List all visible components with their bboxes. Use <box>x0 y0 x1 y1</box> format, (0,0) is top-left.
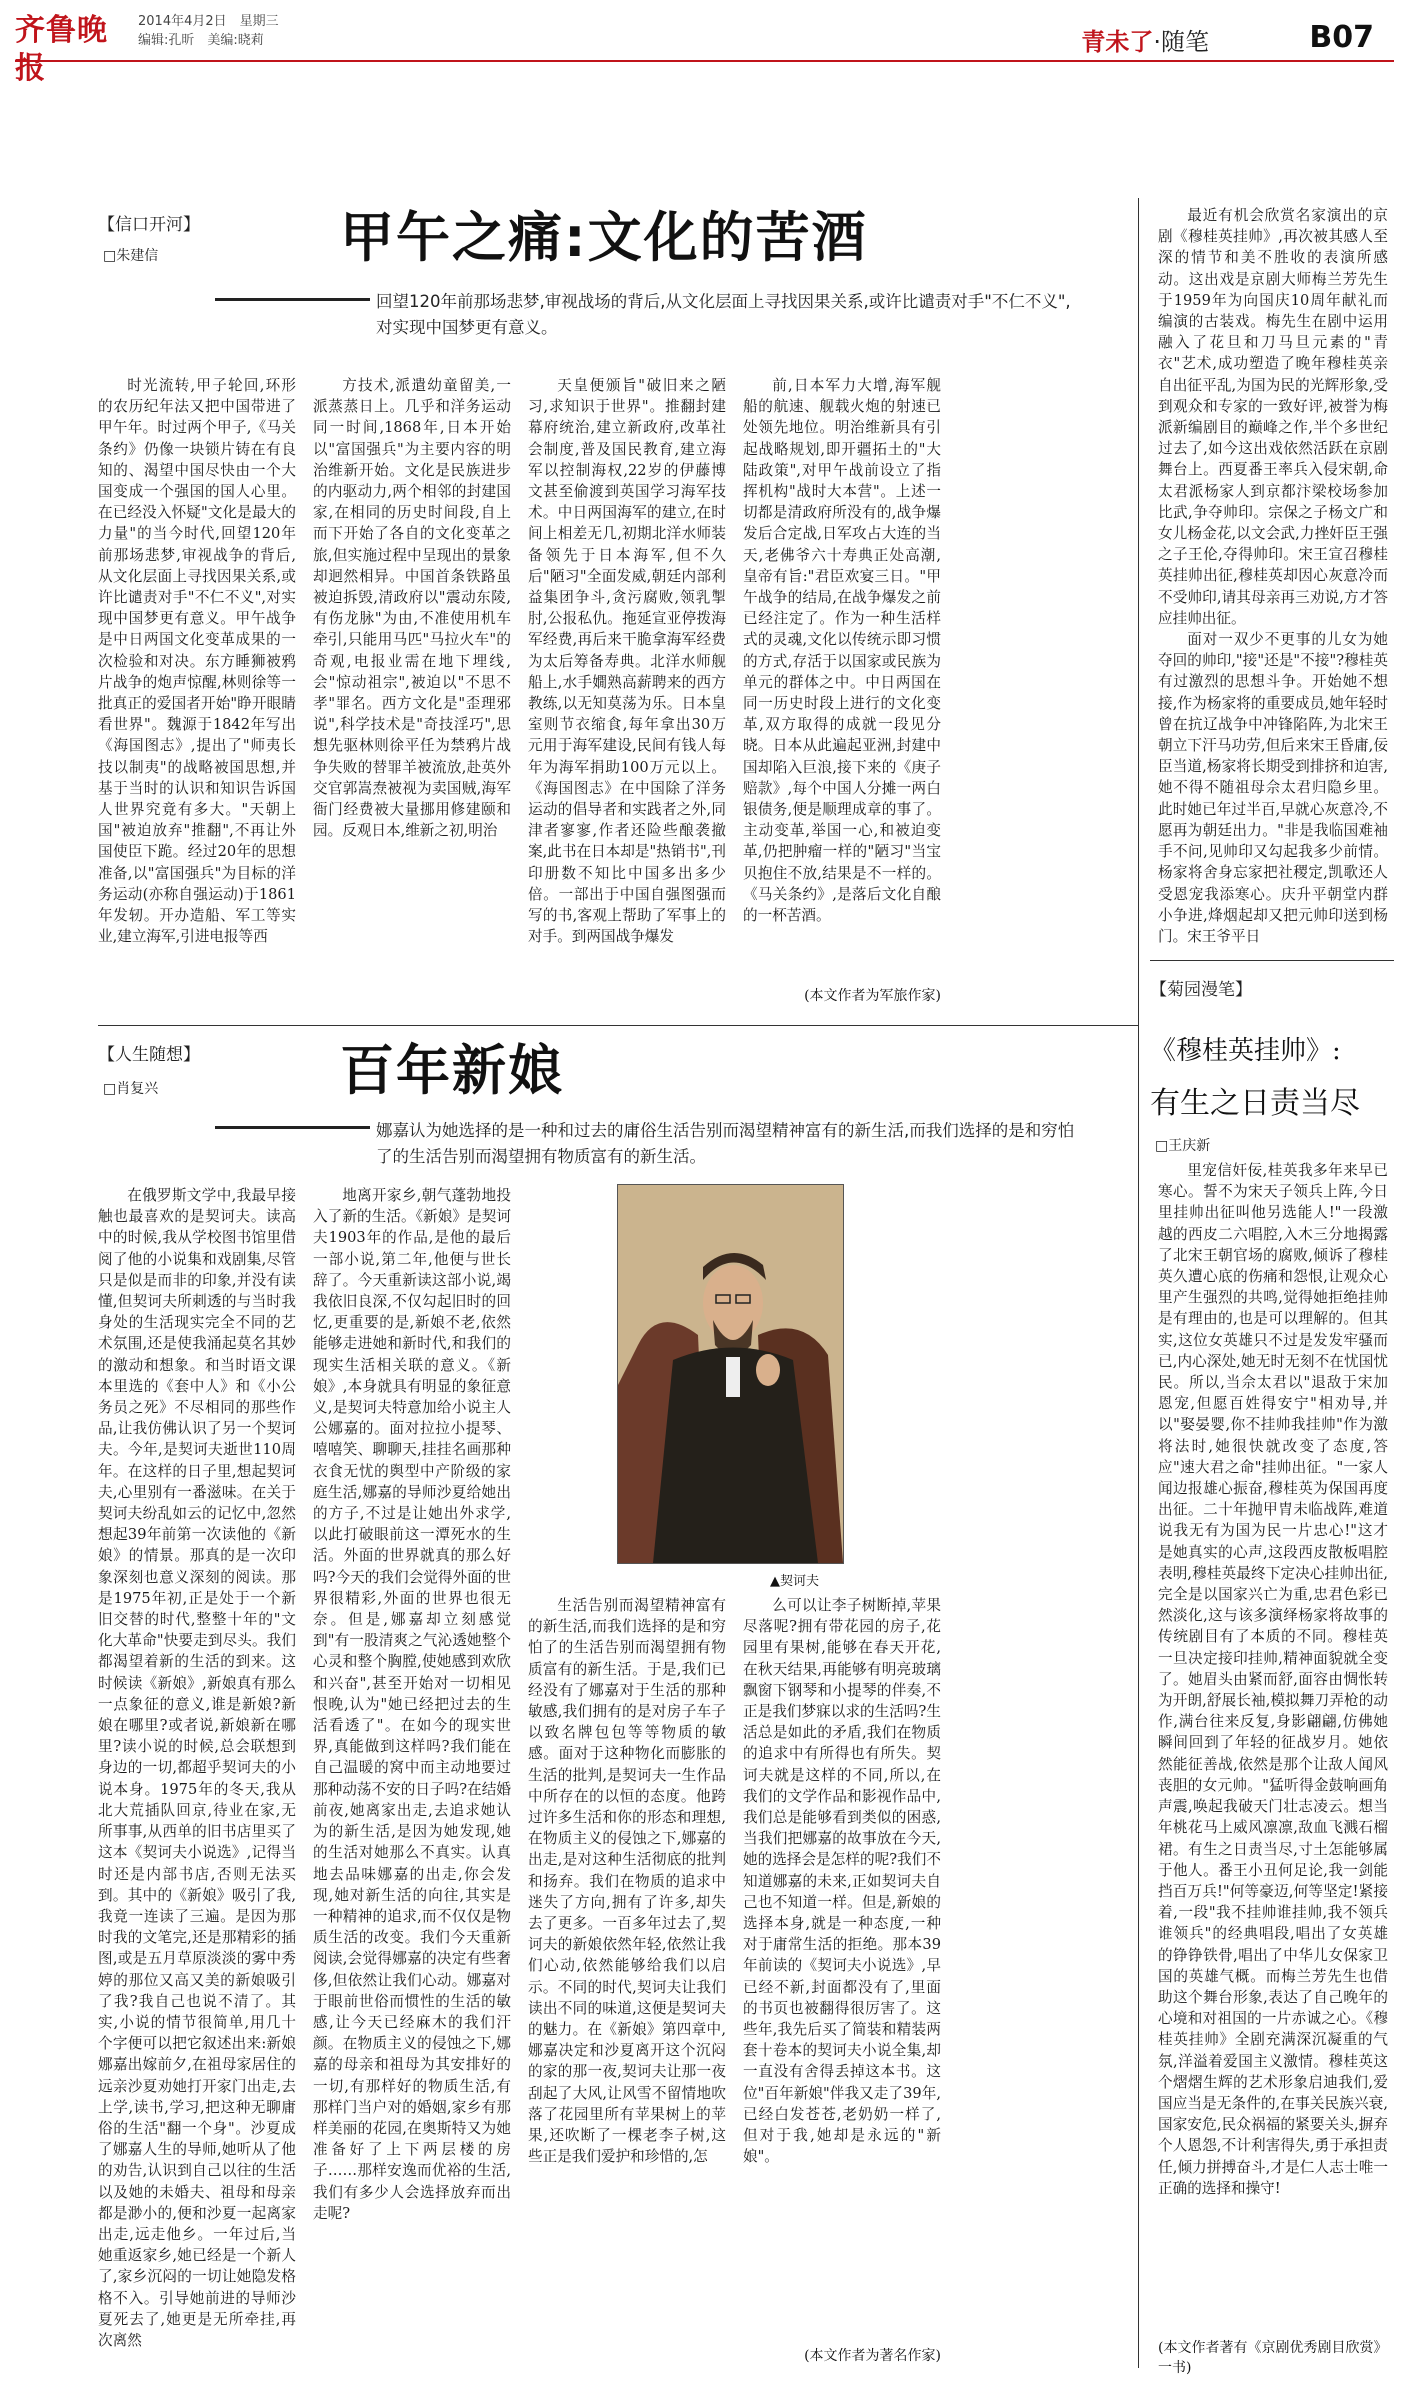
author-note: (本文作者著有《京剧优秀剧目欣赏》一书) <box>1158 2340 1388 2376</box>
newspaper-logo: 齐鲁晚报 <box>15 13 108 86</box>
article-column <box>98 375 296 1007</box>
masthead-rule <box>15 60 1394 62</box>
chekhov-portrait <box>617 1184 844 1564</box>
column-tag: 【菊园漫笔】 <box>1150 980 1252 1000</box>
section-title <box>1081 22 1209 57</box>
page-number: B07 <box>1309 20 1374 55</box>
portrait-illustration <box>618 1185 843 1563</box>
column-tag: 【信口开河】 <box>98 215 200 235</box>
sidebar-paragraph: 面对一双少不更事的儿女为她夺回的帅印,"接"还是"不接"?穆桂英有过激烈的思想斗争。开始她不想接,作为杨家将的重要成员,她年轻时曾在抗辽战争中冲锋陷阵,为北宋王朝立下汗马功劳,但后来宋王昏庸,佞臣当道,杨家将长期受到排挤和迫害,她不得不随祖母佘太君归隐乡里。此时她已年过半百,早就心灰意冷,不愿再为朝廷出力。"非是我临国难袖手不问,见帅印又勾起我多少前情。杨家将舍身忘家把社稷定,凯歌还人受恩宠我添寒心。庆升平朝堂内群小争进,烽烟起却又把元帅印送到杨门。宋王爷平日 <box>1158 631 1388 945</box>
article-column <box>313 1185 511 2365</box>
deck-bar <box>215 298 370 301</box>
sidebar-title-line2: 有生之日责当尽 <box>1150 1086 1360 1121</box>
sidebar-byline: □王庆新 <box>1155 1138 1211 1154</box>
article-headline: 百年新娘 <box>340 1039 564 1102</box>
author-note: (本文作者为军旅作家) <box>804 988 941 1004</box>
body-text: 生活告别而渴望精神富有的新生活,而我们选择的是和穷怕了的生活告别而渴望拥有物质富有的新生活。于是,我们已经没有了娜嘉对于生活的那种敏感,我们拥有的是对房子车子以致名牌包包等等物质的敏感。面对于这种物化而膨胀的生活的批判,是契诃夫一生作品中所存在的以恒的态度。他跨过许多生活和你的形态和理想,在物质主义的侵蚀之下,娜嘉的出走,是对这种生活彻底的批判和扬弃。我们在物质的追求中迷失了方向,拥有了许多,却失去了更多。一百多年过去了,契诃夫的新娘依然年轻,依然让我们心动,依然能够给我们以启示。不同的时代,契诃夫让我们读出不同的味道,这便是契诃夫的魅力。在《新娘》第四章中,娜嘉决定和沙夏离开这个沉闷的家的那一夜,契诃夫让那一夜刮起了大风,让风雪不留情地吹落了花园里所有苹果树上的苹果,还吹断了一棵老李子树,这些正是我们爱护和珍惜的,怎 <box>528 1597 726 2166</box>
date-text: 2014年4月2日 星期三 <box>138 14 279 29</box>
body-text: 时光流转,甲子轮回,环形的农历纪年法又把中国带进了甲午年。时过两个甲子,《马关条约》仍像一块锁片铸在有良知的、渴望中国尽快由一个大国变成一个强国的国人心里。在已经没入怀疑"文化是最大的力量"的当今时代,回望120年前那场悲梦,审视战争的背后,从文化层面上寻找因果关系,或许比谴责对手"不仁不义",对实现中国梦更有意义。甲午战争是中日两国文化变革成果的一次检验和对决。东方睡狮被鸦片战争的炮声惊醒,林则徐等一批真正的爱国者开始"睁开眼睛看世界"。魏源于1842年写出《海国图志》,提出了"师夷长技以制夷"的战略被国思想,并基于当时的认识和知识告诉国人世界究竟有多大。"天朝上国"被迫放弃"推翻",不再让外国使臣下跪。经过20年的思想准备,以"富国强兵"为目标的洋务运动(亦称自强运动)于1861年发轫。开办造船、军工等实业,建立海军,引进电报等西 <box>98 377 296 946</box>
photo-caption: ▲契诃夫 <box>770 1574 819 1589</box>
sidebar-column <box>1158 205 1388 945</box>
vertical-rule <box>1138 198 1139 2368</box>
article-byline: □肖复兴 <box>103 1081 159 1097</box>
horizontal-rule <box>98 1025 1138 1026</box>
article-column <box>313 375 511 1007</box>
article-column <box>528 1595 726 2365</box>
sidebar-intro: 最近有机会欣赏名家演出的京剧《穆桂英挂帅》,再次被其感人至深的情节和美不胜收的表演所感动。这出戏是京剧大师梅兰芳先生于1959年为向国庆10周年献礼而编演的古装戏。梅先生在剧中运用融入了花旦和刀马旦元素的"青衣"艺术,成功塑造了晚年穆桂英亲自出征平乱,为国为民的光辉形象,受到观众和专家的一致好评,被誉为梅派新编剧目的巅峰之作,半个多世纪过去了,如今这出戏依然活跃在京剧舞台上。西夏番王率兵入侵宋朝,命太君派杨家人到京都汴梁校场参加比武,争夺帅印。宗保之子杨文广和女儿杨金花,以文会武,力挫奸臣王强之子王伦,夺得帅印。宋王宣召穆桂英挂帅出征,穆桂英却因心灰意冷而不受帅印,请其母亲再三劝说,方才答应挂帅出征。 <box>1158 207 1388 627</box>
editors-text: 编辑:孔昕 美编:晓莉 <box>138 33 264 48</box>
sidebar-column <box>1158 1160 1388 2335</box>
sidebar-horizontal-rule <box>1150 960 1394 961</box>
body-text: 在俄罗斯文学中,我最早接触也最喜欢的是契诃夫。读高中的时候,我从学校图书馆里借阅了他的小说集和戏剧集,尽管只是似是而非的印象,并没有读懂,但契诃夫所刺透的与当时我身处的生活现实完全不同的艺术氛围,还是使我涌起莫名其妙的激动和想象。和当时语文课本里选的《套中人》和《小公务员之死》不尽相同的那些作品,让我仿佛认识了另一个契诃夫。今年,是契诃夫逝世110周年。在这样的日子里,想起契诃夫,心里别有一番滋味。在关于契诃夫纷乱如云的记忆中,忽然想起39年前第一次读他的《新娘》的情景。那真的是一次印象深刻也意义深刻的阅读。那是1975年初,正是处于一个新旧交替的时代,整整十年的"文化大革命"快要走到尽头。我们都渴望着新的生活的到来。这时候读《新娘》,新娘真有那么一点象征的意义,谁是新娘?新娘在哪里?或者说,新娘新在哪里?读小说的时候,总会联想到身边的一切,都超乎契诃夫的小说本身。1975年的冬天,我从北大荒插队回京,待业在家,无所事事,从西单的旧书店里买了这本《契诃夫小说选》,记得当时还是内部书店,否则无法买到。其中的《新娘》吸引了我,我竟一连读了三遍。是因为那时我的文笔完,还是那精彩的插图,或是五月草原淡淡的雾中秀婷的那位又高又美的新娘吸引了我?我自己也说不清了。其实,小说的情节很简单,用几十个字便可以把它叙述出来:新娘娜嘉出嫁前夕,在祖母家居住的远亲沙夏劝她打开家门出走,去上学,读书,学习,把这种无聊庸俗的生活"翻一个身"。沙夏成了娜嘉人生的导师,她听从了他的劝告,认识到自己以往的生活以及她的未婚夫、祖母和母亲都是渺小的,便和沙夏一起离家出走,远走他乡。一年过后,当她重返家乡,她已经是一个新人了,家乡沉闷的一切让她隐发格格不入。引导她前进的导师沙夏死去了,她更是无所牵挂,再次离然 <box>98 1187 296 2349</box>
section-name: 青未了 <box>1081 28 1154 56</box>
article-column <box>528 375 726 1007</box>
article-headline: 甲午之痛:文化的苦酒 <box>340 206 868 269</box>
body-text: 方技术,派遣幼童留美,一派蒸蒸日上。几乎和洋务运动同一时间,1868年,日本开始以"富国强兵"为主要内容的明治维新开始。文化是民族进步的内驱动力,两个相邻的封建国家,在相同的历史时间段,自上而下开始了各自的文化变革之旅,但实施过程中呈现出的景象却迥然相异。中国首条铁路虽被迫拆毁,清政府以"震动东陵,有伤龙脉"为由,不准使用机车牵引,只能用马匹"马拉火车"的奇观,电报业需在地下埋线,会"惊动祖宗",被迫以"不思不孝"罪名。西方文化是"歪理邪说",科学技术是"奇技淫巧",思想先驱林则徐平任为禁鸦片战争失败的替罪羊被流放,赴英外交官郭嵩焘被视为卖国贼,海军衙门经费被大量挪用修建颐和园。反观日本,维新之初,明治 <box>313 377 511 840</box>
author-note: (本文作者为著名作家) <box>804 2348 941 2364</box>
body-text: 前,日本军力大增,海军舰船的航速、舰载火炮的射速已处领先地位。明治维新具有引起战略规划,即开疆拓土的"大陆政策",对甲午战前设立了指挥机构"战时大本营"。上述一切都是清政府所没有的,战争爆发后合定战,日军攻占大连的当天,老佛爷六十寿典正处高潮,皇帝有旨:"君臣欢宴三日。"甲午战争的结局,在战争爆发之前已经注定了。作为一种生活样式的灵魂,文化以传统示即习惯的方式,存活于以国家或民族为单元的群体之中。中日两国在同一历史时段上进行的文化变革,双方取得的成就一段见分晓。日本从此遍起亚洲,封建中国却陷入巨浪,接下来的《庚子赔款》,每个中国人分摊一两白银债务,便是顺理成章的事了。主动变革,举国一心,和被迫变革,仍把肿瘤一样的"陋习"当宝贝抱住不放,结果是不一样的。《马关条约》,是落后文化自酿的一杯苦酒。 <box>743 377 941 925</box>
body-text: 么可以让李子树断掉,苹果尽落呢?拥有带花园的房子,花园里有果树,能够在春天开花,在秋天结果,再能够有明亮玻璃飘窗下钢琴和小提琴的伴奏,不正是我们梦寐以求的生活吗?生活总是如此的矛盾,我们在物质的追求中有所得也有所失。契诃夫就是这样的不同,所以,在我们的文学作品和影视作品中,我们总是能够看到类似的困惑,当我们把娜嘉的故事放在今天,她的选择会是怎样的呢?我们不知道娜嘉的未来,正如契诃夫自己也不知道一样。但是,新娘的选择本身,就是一种态度,一种对于庸常生活的拒绝。那本39年前读的《契诃夫小说选》,早已经不新,封面都没有了,里面的书页也被翻得很厉害了。这些年,我先后买了简装和精装两套十卷本的契诃夫小说全集,却一直没有舍得丢掉这本书。这位"百年新娘"伴我又走了39年,已经白发苍苍,老奶奶一样了,但对于我,她却是永远的"新娘"。 <box>743 1597 941 2166</box>
dateline <box>138 12 279 50</box>
article-deck: 娜嘉认为她选择的是一种和过去的庸俗生活告别而渴望精神富有的新生活,而我们选择的是和穷怕了的生活告别而渴望拥有物质富有的新生活。 <box>376 1121 1075 1166</box>
section-sub: ·随笔 <box>1153 28 1209 56</box>
body-text: 天皇便颁旨"破旧来之陋习,求知识于世界"。推翻封建幕府统治,建立新政府,改革社会制度,普及国民教育,建立海军以控制海权,22岁的伊藤博文甚至偷渡到英国学习海军技术。中日两国海军的建立,在时间上相差无几,初期北洋水师装备领先于日本海军,但不久后"陋习"全面发威,朝廷内部利益集团争斗,贪污腐败,领乳掣肘,公报私仇。拖延宣亚停拨海军经费,再后来干脆拿海军经费为太后筹备寿典。北洋水师舰船上,水手嫺熟高薪聘来的西方教练,以无知莫荡为乐。日本皇室则节衣缩食,每年拿出30万元用于海军建设,民间有钱人每年为海军捐助100万元以上。《海国图志》在中国除了洋务运动的倡导者和实践者之外,同津者寥寥,作者还险些酿袭撤案,此书在日本却是"热销书",刊印册数不知比中国多出多少倍。一部出于中国自强图强而写的书,客观上帮助了军事上的对手。到两国战争爆发 <box>528 377 726 946</box>
article-byline: □朱建信 <box>103 248 159 264</box>
sidebar-title-line1: 《穆桂英挂帅》: <box>1150 1036 1341 1066</box>
body-text: 地离开家乡,朝气蓬勃地投入了新的生活。《新娘》是契诃夫1903年的作品,是他的最后一部小说,第二年,他便与世长辞了。今天重新读这部小说,竭我依旧良深,不仅勾起旧时的回忆,更重要的是,新娘不老,依然能够走进她和新时代,和我们的现实生活相关联的意义。《新娘》,本身就具有明显的象征意义,是契诃夫特意加给小说主人公娜嘉的。面对拉拉小提琴、嘻嘻笑、聊聊天,挂挂名画那种衣食无忧的舆型中产阶级的家庭生活,娜嘉的导师沙夏给她出的方子,不过是让她出外求学,以此打破眼前这一潭死水的生活。外面的世界就真的那么好吗?今天的我们会觉得外面的世界很精彩,外面的世界也很无奈。但是,娜嘉却立刻感觉到"有一股清爽之气沁透她整个心灵和整个胸膛,使她感到欢欣和兴奋",甚至开始对一切相见恨晚,认为"她已经把过去的生活看透了"。在如今的现实世界,真能做到这样吗?我们能在自己温暖的窝中而主动地要过那种动荡不安的日子吗?在结婚前夜,她离家出走,去追求她认为的新生活,是因为她发现,她的生活对她那么不真实。认真地去品味娜嘉的出走,你会发现,她对新生活的向往,其实是一种精神的追求,而不仅仅是物质生活的改变。我们今天重新阅读,会觉得娜嘉的决定有些奢侈,但依然让我们心动。娜嘉对于眼前世俗而惯性的生活的敏感,让今天已经麻木的我们汗颜。在物质主义的侵蚀之下,娜嘉的母亲和祖母为其安排好的一切,有那样好的物质生活,有那样门当户对的婚姻,家乡有那样美丽的花园,在奥斯特又为她准备好了上下两层楼的房子……那样安逸而优裕的生活,我们有多少人会选择放弃而出走呢? <box>313 1187 511 2222</box>
article-column <box>743 375 941 985</box>
body-text: 里宠信奸佞,桂英我多年来早已寒心。誓不为宋天子领兵上阵,今日里挂帅出征叫他另选能人!"一段激越的西皮二六唱腔,入木三分地揭露了北宋王朝官场的腐败,倾诉了穆桂英久遭心底的伤痛和怨恨,让观众心里产生强烈的共鸣,觉得她拒绝挂帅是有理由的,也是可以理解的。但其实,这位女英雄只不过是发发牢骚而已,内心深处,她无时无刻不在忧国忧民。所以,当佘太君以"退敌于宋加恩宠,但愿百姓得安宁"相劝导,并以"娶晏婴,你不挂帅我挂帅"作为激将法时,她很快就改变了态度,答应"速大君之命"挂帅出征。"一家人闻边报雄心振奋,穆桂英为保国再度出征。二十年抛甲胄未临战阵,难道说我无有为国为民一片忠心!"这才是她真实的心声,这段西皮散板唱腔表明,穆桂英最终下定决心挂帅出征,完全是以国家兴亡为重,忠君色彩已然淡化,这与该多演绎杨家将故事的传统剧目有了本质的不同。穆桂英一旦决定接印挂帅,精神面貌就全变了。她眉头由紧而舒,面容由惆怅转为开朗,舒展长袖,模拟舞刀弄枪的动作,满台往来反复,身影翩翩,仿佛她瞬间回到了年轻的征战岁月。她依然能征善战,依然是那个让敌人闻风丧胆的女元帅。"猛听得金鼓响画角声震,唤起我破天门壮志凌云。想当年桃花马上威风凛凛,敌血飞溅石榴裙。有生之日责当尽,寸土怎能够属于他人。番王小丑何足论,我一剑能挡百万兵!"何等豪迈,何等坚定!紧接着,一段"我不挂帅谁挂帅,我不领兵谁领兵"的经典唱段,唱出了女英雄的铮铮铁骨,唱出了中华儿女保家卫国的英雄气概。而梅兰芳先生也借助这个舞台形象,表达了自己晚年的心境和对祖国的一片赤诚之心。《穆桂英挂帅》全剧充满深沉凝重的气氛,洋溢着爱国主义激情。穆桂英这个熠熠生辉的艺术形象启迪我们,爱国应当是无条件的,在事关民族兴衰,国家安危,民众祸福的紧要关头,摒弃个人恩怨,不计利害得失,勇于承担责任,倾力拼搏奋斗,才是仁人志士唯一正确的选择和操守! <box>1158 1162 1388 2197</box>
article-column <box>98 1185 296 2365</box>
article-column <box>743 1595 941 2343</box>
deck-bar <box>215 1126 370 1129</box>
article-deck: 回望120年前那场悲梦,审视战场的背后,从文化层面上寻找因果关系,或许比谴责对手"不仁不义",对实现中国梦更有意义。 <box>376 292 1071 337</box>
column-tag: 【人生随想】 <box>98 1045 200 1065</box>
